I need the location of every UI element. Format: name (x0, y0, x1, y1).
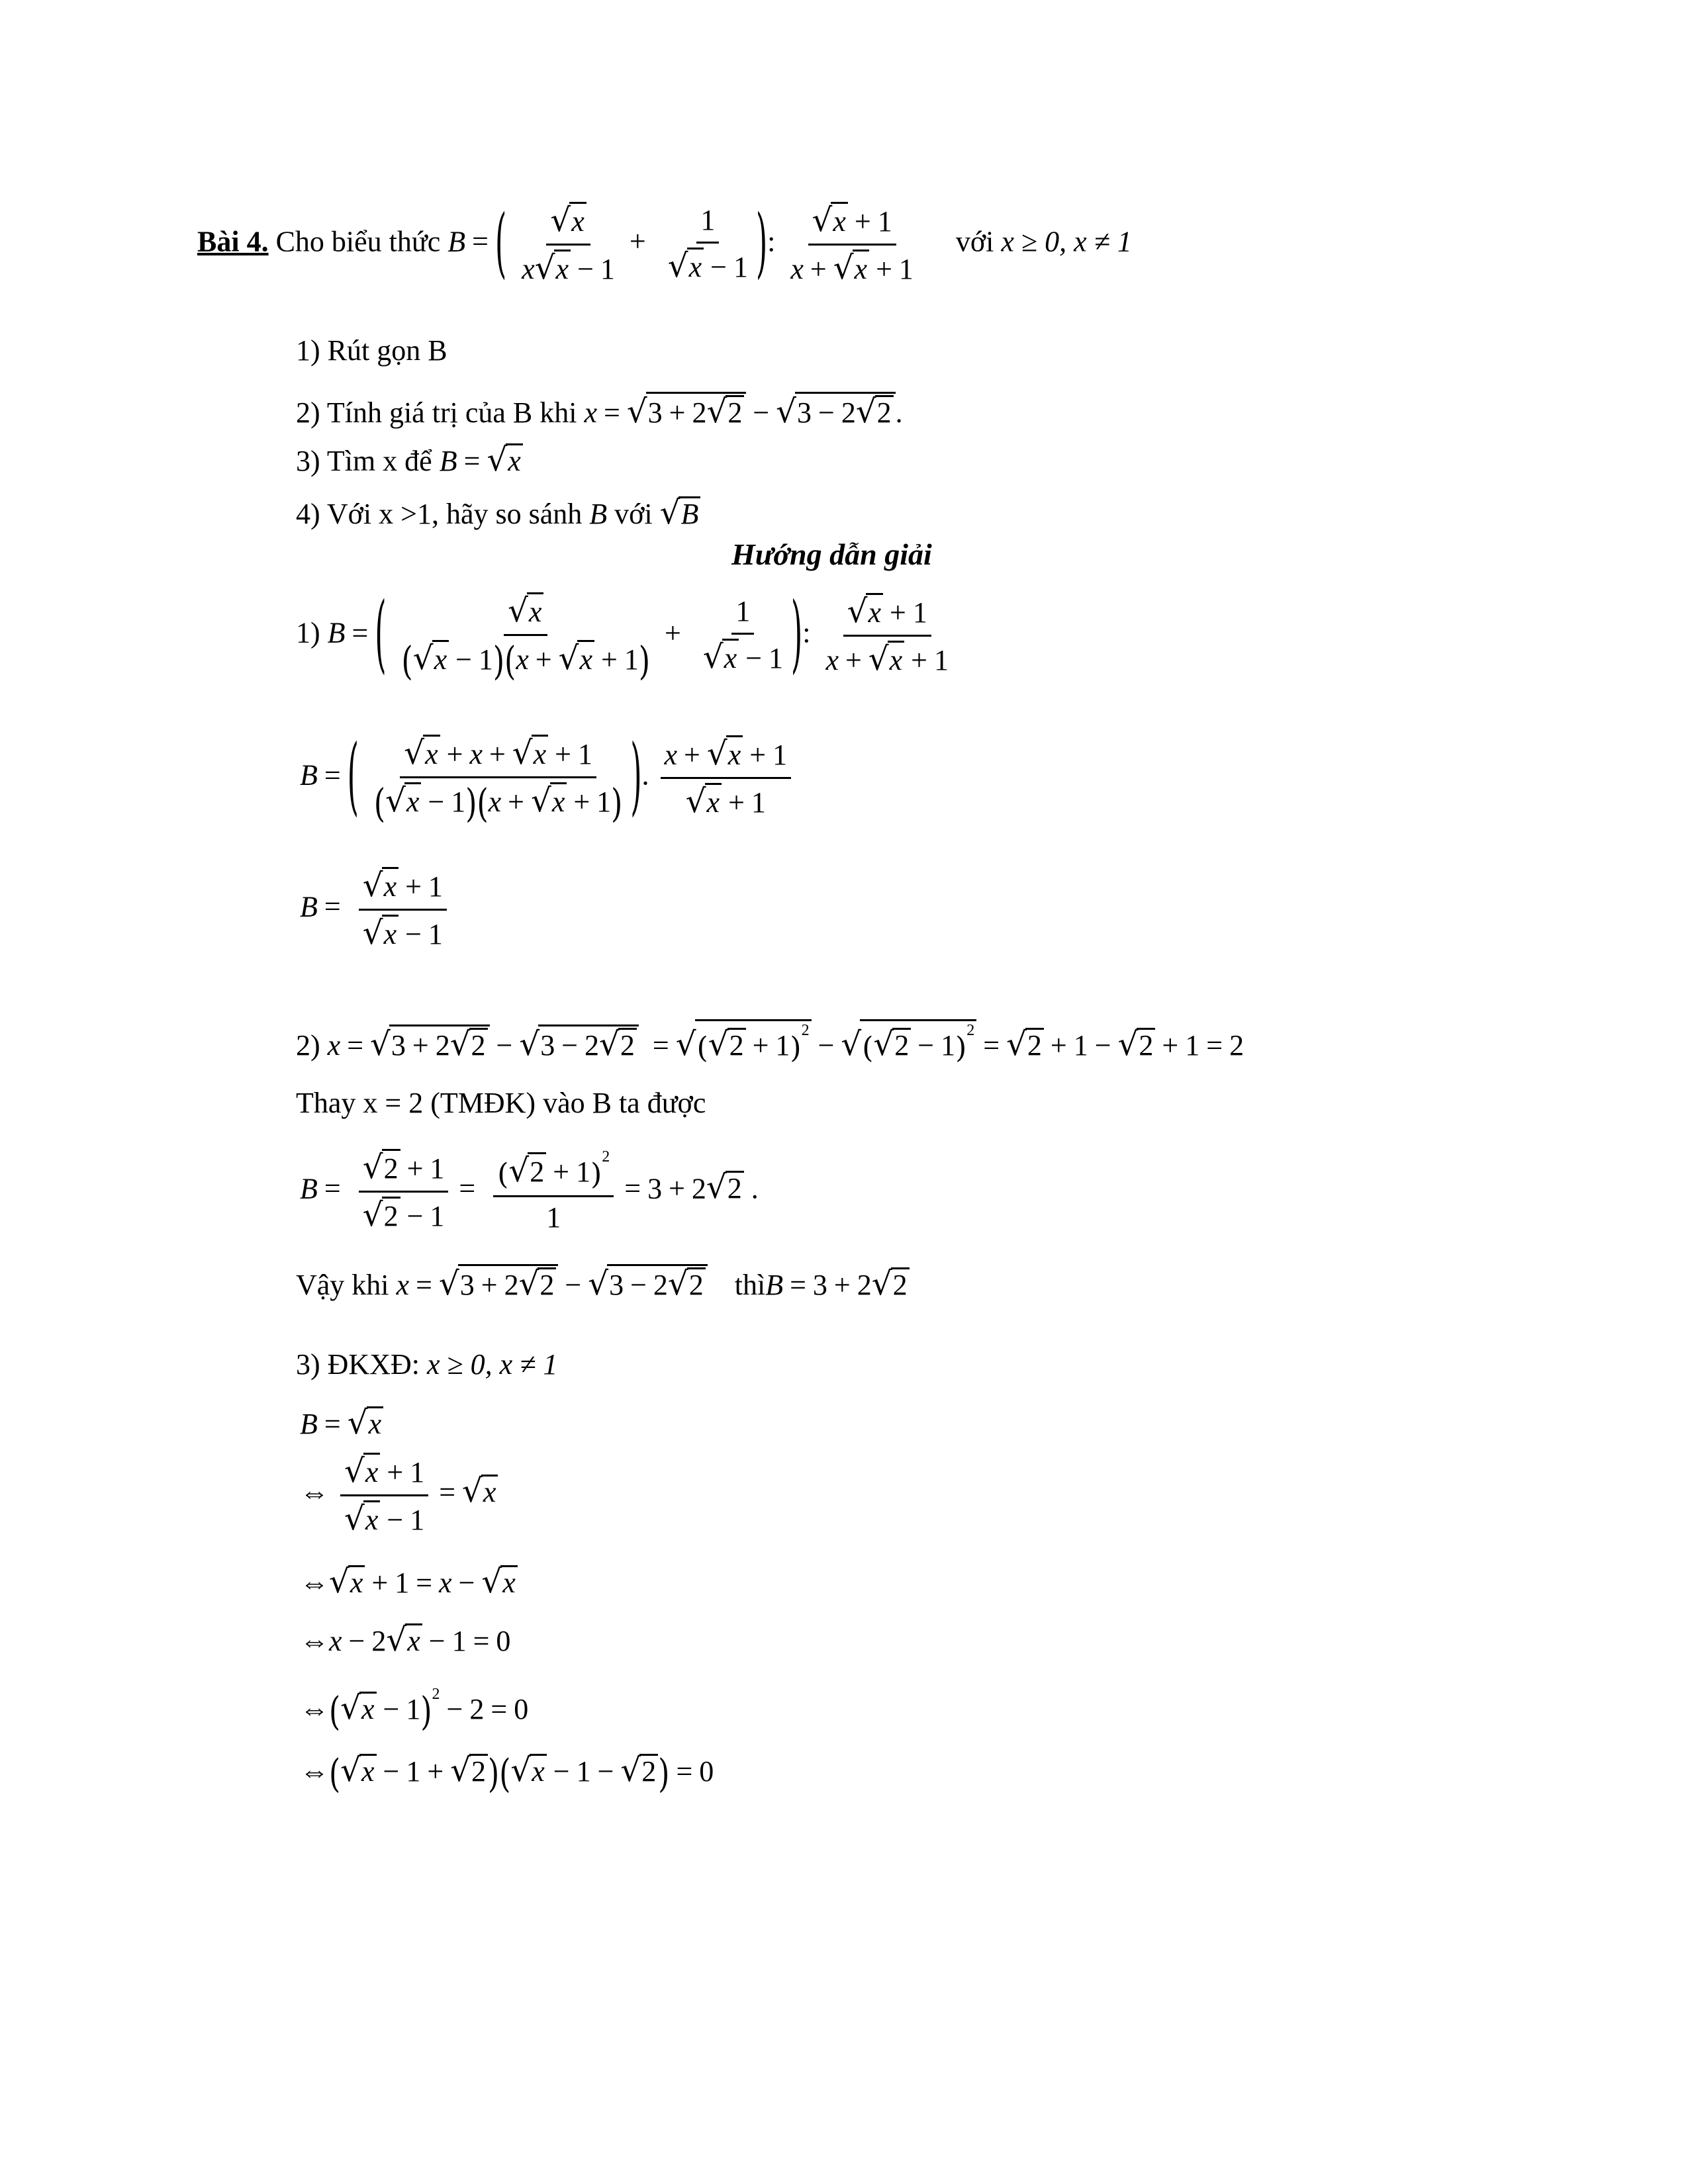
solution-3-line-5: ⇔x − 2√x − 1 = 0 (300, 1621, 511, 1659)
solution-3-line-7: ⇔(√x − 1 + √2)(√x − 1 − √2) = 0 (300, 1751, 714, 1797)
fraction-c: $\frac{√x + 1}{x + √x + 1}$ (790, 202, 914, 287)
solution-3-line-2: B = √x (300, 1406, 383, 1439)
problem-label: Bài 4. (197, 225, 269, 258)
solution-2-line-1: 2) $x = √3 + 2√2 - √3 - 2√2 = √(√2 + 1)^2 - √(√2 - 1)^2 = √2 + 1 - √2 + 1 = 2$ (296, 1019, 1244, 1063)
solution-3-line-1: 3) ĐKXĐ: x ≥ 0, x ≠ 1 (296, 1348, 558, 1381)
solution-3-line-6: ⇔(√x − 1)$^2$ − 2 = 0 (300, 1686, 529, 1735)
fraction-b: $\frac{1}{√x - 1}$ (667, 204, 748, 285)
condition: x ≥ 0, x ≠ 1 (1001, 225, 1132, 258)
solution-2-line-2: Thay x = 2 (TMĐK) vào B ta được (296, 1087, 706, 1119)
fraction-a: $\frac{√x}{x√x - 1}$ (522, 202, 615, 287)
solution-2-line-3: B = $\frac{√2 + 1}{√2 - 1}$ = $\frac{(√2 + 1)^2}{1}$ = 3 + 2√2 . (300, 1148, 759, 1234)
solution-3-line-4: ⇔√x + 1 = x − √x (300, 1565, 518, 1598)
solution-1-line-1: 1) B = ( $\frac{√x}{(√x - 1)(x + √x + 1)}$ + $\frac{1}{√x - 1}$ ): $\frac{√x + 1}{x + √x + 1}$ (296, 586, 949, 684)
problem-intro: Cho biểu thức (275, 225, 441, 258)
question-3: 3) Tìm x để B = √x (296, 443, 523, 476)
solution-1-line-2: B = ( $\frac{√x + x + √x + 1}{(√x - 1)(x + √x + 1)}$ ). $\frac{x + √x + 1}{√x + 1}$ (300, 735, 795, 821)
problem-statement: Bài 4. Cho biểu thức B = ( $\frac{√x}{x√x - 1}$ + $\frac{1}{√x - 1}$ ): $\frac{√x + 1}{x + √x + 1}$ với x ≥ 0, x ≠ 1 (197, 199, 1132, 288)
question-1: 1) Rút gọn B (296, 334, 447, 367)
solution-3-line-3: ⇔ $\frac{√x + 1}{√x - 1}$ = √x (300, 1453, 498, 1537)
solution-2-line-4: Vậy khi x = √3 + 2√2 − √3 − 2√2 thìB = 3 + 2√2 (296, 1264, 910, 1300)
condition-word: với (955, 225, 994, 258)
question-2: 2) Tính giá trị của B khi x = √3 + 2√2 − √3 − 2√2 . (296, 393, 903, 430)
solution-1-line-3: B = $\frac{√x + 1}{√x - 1}$ (300, 867, 451, 952)
guide-title: Hướng dẫn giải (731, 537, 932, 571)
question-4: 4) Với x >1, hãy so sánh B với √B (296, 496, 700, 529)
